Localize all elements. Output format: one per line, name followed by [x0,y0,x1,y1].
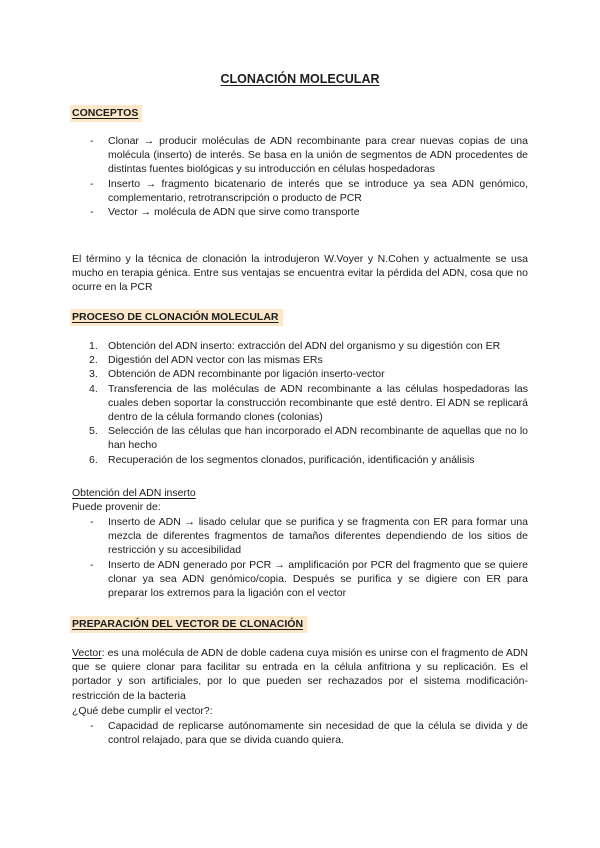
step-number: 2. [89,354,98,367]
step-text: Digestión del ADN vector con las mismas ERs [108,354,323,367]
preparacion-list [72,719,528,747]
list-item [72,382,528,425]
section-heading-proceso: PROCESO DE CLONACIÓN MOLECULAR [70,309,283,326]
step-number: 4. [89,382,98,395]
list-item [72,424,528,452]
step-text: Selección de las células que han incorporado el ADN recombinante de aquellas que no lo han hecho [108,425,528,452]
vector-term: Vector [72,647,102,659]
list-item: - Vector → molécula de ADN que sirve como transporte [72,205,528,219]
step-text: Recuperación de los segmentos clonados, purificación, identificación y análisis [108,453,475,466]
list-item [72,339,528,353]
obtencion-list [72,515,528,600]
page-title: CLONACIÓN MOLECULAR [220,72,380,86]
step-text: Obtención de ADN recombinante por ligación inserto-vector [108,368,385,381]
step-number: 5. [89,425,98,438]
proceso-steps-list [72,339,528,467]
section-heading-preparacion: PREPARACIÓN DEL VECTOR DE CLONACIÓN [70,616,307,633]
list-item [72,453,528,467]
list-item: - Inserto de ADN generado por PCR → amplificación por PCR del fragmento que se quiere clonar ya sea ADN genómico/copia. Después se purifica y se digiere con ER para preparar los extremos para la ligación con el vector [72,558,528,601]
vector-definition: : es una molécula de ADN de doble cadena cuya misión es unirse con el fragmento de ADN que se quiere clonar para facilitar su entrada en la célula anfitriona y su replicación. Es el portador y son artificiales, por lo que pueden ser rechazados por el sistema modificación-restricción de la bacteria [72,647,528,702]
obtencion-intro: Puede provenir de: [72,501,161,514]
preparacion-paragraph [72,646,528,703]
step-text: Transferencia de las moléculas de ADN recombinante a las células hospedadoras las cuales deben soportar la construcción recombinante que esté dentro. El ADN se replicará dentro de la célula formando clones (colonias) [108,382,528,424]
list-item: - Clonar → producir moléculas de ADN recombinante para crear nuevas copias de una molécula (inserto) de interés. Se basa en la unión de segmentos de ADN procedentes de distintas fuentes biológicas y su introducción en células hospedadoras [72,134,528,177]
conceptos-paragraph: El término y la técnica de clonación la introdujeron W.Voyer y N.Cohen y actualmente se usa mucho en terapia génica. Entre sus ventajas se encuentra evitar la pérdida del ADN, cosa que no ocurre en la PCR [72,253,528,294]
step-text: Obtención del ADN inserto: extracción del ADN del organismo y su digestión con ER [108,340,501,352]
conceptos-list [72,134,528,219]
obtencion-subheading: Obtención del ADN inserto [72,487,196,499]
list-item: - Inserto de ADN → lisado celular que se purifica y se fragmenta con ER para formar una mezcla de diferentes fragmentos de tamaños diferentes dependiendo de los sitios de restricción y su accesibilidad [72,515,528,558]
list-item [72,353,528,367]
section-heading-conceptos: CONCEPTOS [70,105,142,122]
list-item [72,367,528,381]
step-number: 6. [89,453,98,466]
list-item: - Capacidad de replicarse autónomamente sin necesidad de que la célula se divida y de control relajado, para que se divida cuando quiera. [72,719,528,747]
step-number: 3. [89,368,98,381]
step-number: 1. [89,340,98,352]
preparacion-question: ¿Qué debe cumplir el vector?: [72,705,213,717]
obtencion-block [72,486,528,514]
list-item: - Inserto → fragmento bicatenario de interés que se introduce ya sea ADN genómico, complementario, retrotranscripción o producto de PCR [72,177,528,205]
